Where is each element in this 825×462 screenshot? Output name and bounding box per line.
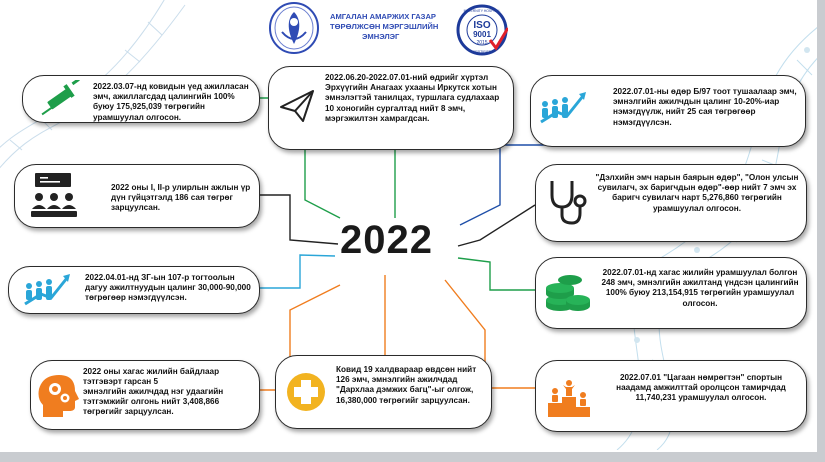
card-doctors-day [535, 164, 807, 242]
paper-plane-icon [279, 89, 315, 123]
card-text: 2022.04.01-нд ЗГ-ын 107-р тогтоолын дагуу ажилтнуудын цалинг 30,000-90,000 төгрөгөөр нэмэгдүүлсэн. [85, 273, 251, 303]
card-quarter-results [14, 164, 260, 228]
card-government-raise [8, 266, 260, 314]
coins-icon [544, 272, 592, 316]
card-text: 2022 оны I, II-р улирлын ажлын үр дүн гүйцэтгэлд 186 сая төгрөг зарцуулсан. [111, 183, 251, 213]
card-text: "Дэлхийн эмч нарын баярын өдөр", "Олон улсын сувилагч, эх баригчдын өдөр"-өөр нийт 7 эмч эх баригч сувилагч нарт 5,276,860 төгрөгийн урамшуулал олгосон. [595, 173, 799, 213]
card-text: Ковид 19 халдвараар өвдсөн нийт 126 эмч, эмнэлгийн ажилчдад "Дархлаа дэмжих багц"-ыг олгож, 16,380,000 төгрөгийг зарцуулсан. [336, 365, 477, 405]
card-salary-increase [530, 75, 806, 147]
card-text: 2022.07.01-нд хагас жилийн урамшуулал болгон 248 эмч, эмнэлгийн ажилтанд үндсэн цалингийн 100% буюу 213,154,915 төгрөгийн урамшуулал олгосон. [601, 268, 799, 308]
iso-number-text: 9001 [473, 30, 491, 39]
head-gears-icon [35, 373, 81, 419]
card-text-second: эмнэлгийн ажилчдад нэг удаагийн тэтгэмжийг олгонь нийт 3,408,866 төгрөгийг зарцуулсан. [83, 387, 224, 417]
iso-main-text: ISO [473, 20, 491, 31]
iso-certificate-badge [456, 4, 508, 56]
card-retirement-allowance [30, 360, 260, 430]
stethoscope-icon [546, 179, 588, 225]
org-name-line-3: ЭМНЭЛЭГ [362, 32, 400, 41]
syringe-icon [41, 80, 81, 118]
card-covid-bonus [22, 75, 260, 123]
card-half-year-bonus [535, 257, 807, 329]
card-text: 2022.03.07-нд ковидын үед ажилласан эмч, ажиллагсдад цалингийн 100% буюу 175,925,039 төгрөгийн урамшуулал олгосон. [93, 82, 249, 122]
org-name-line-2: ТӨРӨЛЖСӨН МЭРГЭШЛИЙН [330, 22, 439, 31]
card-text: 2022.07.01-ны өдөр Б/97 тоот тушаалаар эмч, эмнэлгийн ажилчдын цалинг 10-20%-иар нэмэгдүүлж, нийт 25 сая төгрөгөөр нэмэгдүүлсэн. [613, 87, 797, 127]
podium-icon [546, 375, 592, 417]
hospital-logo-icon [268, 2, 320, 54]
card-text: 2022.07.01 "Цагаан нөмрөгтэн" спортын наадамд амжилттай оролцсон тамирчдад 11,740,231 урамшуулал олгосон. [616, 373, 786, 403]
presentation-icon [29, 173, 79, 219]
iso-year-text: 2015 [476, 40, 488, 46]
staff-growth-icon [23, 272, 71, 308]
center-year: 2022 [340, 218, 433, 262]
card-sports-festival [535, 360, 807, 432]
card-text-first: 2022 оны хагас жилийн байдлаар тэтгэвэрт гарсан 5 [83, 367, 220, 387]
medical-cross-icon [286, 372, 326, 412]
card-immunity-package [275, 355, 492, 429]
iso-top-text: MATERNITY HOSPITAL [463, 9, 501, 13]
org-name-line-1: АМГАЛАН АМАРЖИХ ГАЗАР [330, 12, 436, 21]
staff-growth-icon [539, 90, 587, 126]
iso-bottom-text: CERTIFIED [472, 50, 492, 54]
card-text: 2022.06.20-2022.07.01-ний өдрийг хүртэл Эрхүүгийн Анагаах ухааны Иркутск хотын эмнэлэгтэй танилцах, туршлага судлахаар 10 хоногийн сургалтад нийт 8 эмч, мэргэжилтэн хамрагдсан. [325, 73, 500, 123]
card-irkutsk-training [268, 66, 514, 150]
header [268, 2, 520, 56]
